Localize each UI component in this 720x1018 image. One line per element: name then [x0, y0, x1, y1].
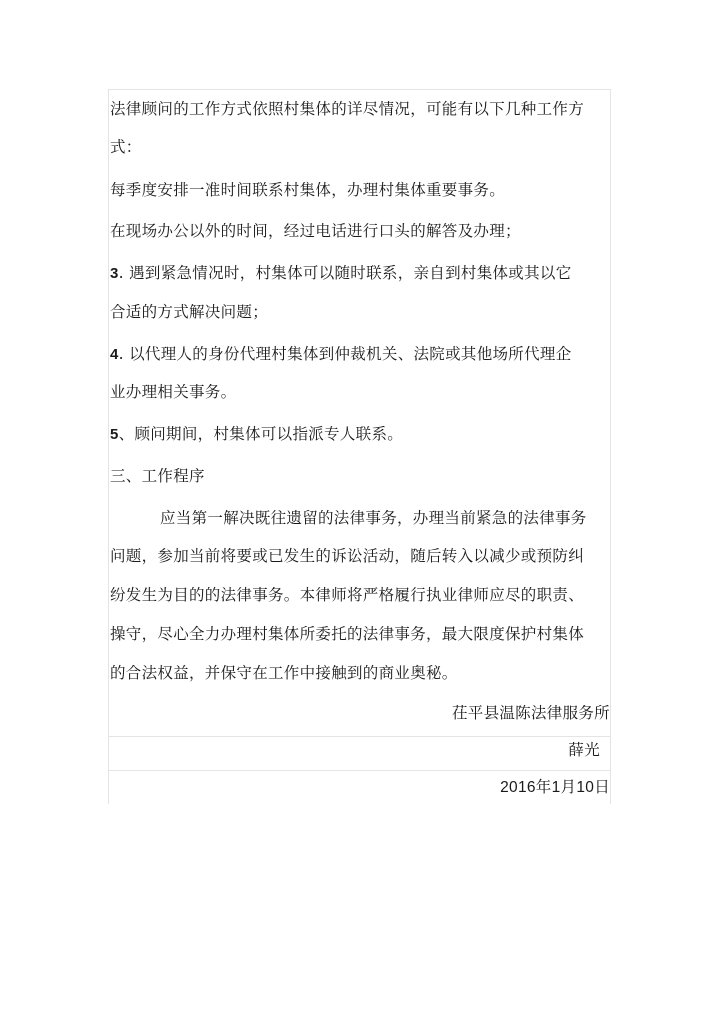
list-item-5 [110, 424, 403, 445]
body-line-4: 在现场办公以外的时间，经过电话进行口头的解答及办理； [110, 222, 521, 240]
frame-divider-line-2 [108, 770, 611, 771]
list-item-5-number: 5 [110, 426, 119, 443]
list-item-4-number: 4 [110, 346, 119, 363]
paragraph-line-4: 操守，尽心全力办理村集体所委托的法律事务，最大限度保护村集体 [110, 625, 585, 643]
paragraph-line-1: 应当第一解决既往遗留的法律事务，办理当前紧急的法律事务 [160, 509, 587, 527]
signature-date [500, 777, 610, 798]
list-item-4 [110, 344, 572, 365]
frame-divider-line [108, 736, 611, 737]
signature-name: 薛光 [568, 741, 600, 759]
list-item-5-text: 、顾问期间，村集体可以指派专人联系。 [118, 425, 404, 443]
frame-top-line [108, 89, 611, 90]
section-heading: 三、工作程序 [110, 467, 205, 485]
date-day-unit: 日 [594, 778, 610, 796]
body-line-1: 法律顾问的工作方式依照村集体的详尽情况，可能有以下几种工作方 [110, 100, 585, 118]
body-line-3: 每季度安排一准时间联系村集体，办理村集体重要事务。 [110, 181, 506, 199]
date-year: 2016 [500, 779, 536, 796]
list-item-3-text: . 遇到紧急情况时，村集体可以随时联系，亲自到村集体或其以它 [118, 264, 572, 282]
paragraph-line-3: 纷发生为目的的法律事务。本律师将严格履行执业律师应尽的职责、 [110, 586, 585, 604]
frame-right-line [610, 89, 611, 804]
list-item-3-number: 3 [110, 265, 119, 282]
date-month: 1 [551, 779, 561, 796]
frame-left-line [108, 89, 109, 804]
body-line-2: 式： [110, 138, 142, 156]
list-item-4-text: . 以代理人的身份代理村集体到仲裁机关、法院或其他场所代理企 [118, 345, 572, 363]
list-item-3-continued: 合适的方式解决问题； [110, 303, 269, 321]
signature-firm: 茌平县温陈法律服务所 [451, 704, 610, 722]
date-day: 10 [576, 779, 595, 796]
date-month-unit: 月 [560, 778, 577, 796]
date-year-unit: 年 [535, 778, 552, 796]
paragraph-line-5: 的合法权益，并保守在工作中接触到的商业奥秘。 [110, 664, 458, 682]
list-item-3 [110, 263, 572, 284]
list-item-4-continued: 业办理相关事务。 [110, 383, 237, 401]
paragraph-line-2: 问题，参加当前将要或已发生的诉讼活动，随后转入以减少或预防纠 [110, 547, 585, 565]
